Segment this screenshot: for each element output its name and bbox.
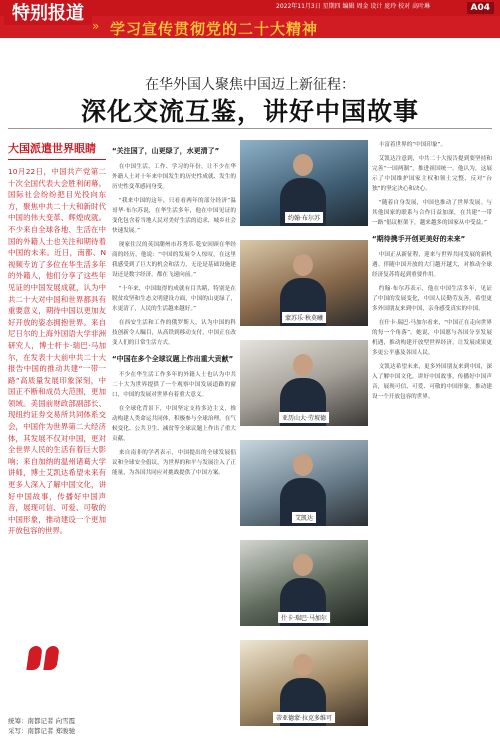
section-heading: “中国在多个全球议题上作出重大贡献” — [112, 355, 234, 363]
photo-caption: 亚历山大·劳坡德 — [279, 412, 329, 423]
paragraph: “十年来，中国取得的成就有目共睹，特别是在脱贫攻坚和生态文明建设方面，中国的山更绿了，水更清了，人民的生活越来越好。” — [112, 286, 236, 312]
paragraph: 文凯达希望未来，更多外国朋友来到中国，深入了解中国文化，讲好中国故事，传播好中国声音，展现可信、可爱、可敬的中国形象，推动建设一个开放包容的世界。 — [372, 364, 492, 400]
article-headline: 深化交流互鉴，讲好中国故事 — [80, 97, 419, 126]
portrait-photo — [240, 540, 368, 626]
paragraph: 在西安生活和工作的俄罗斯人，认为中国的科技创新令人瞩目，从高铁到移动支付，中国正在改变人们的日常生活方式。 — [112, 320, 236, 346]
topic-title: 学习宣传贯彻党的二十大精神 — [110, 20, 319, 38]
paragraph: 中国正从新征程，迎来与世界共同发展的新机遇。伴随中国开放的大门越开越大，对推动全球经济复苏将起到重要作用。 — [372, 252, 492, 278]
paragraph: 在什卡·瑞巴·马加尔看来，“中国正在走向世界的每一个角落”。她说，中国愿与各国分享发展机遇，推动构建开放型世界经济，让发展成果更多更公平惠及各国人民。 — [372, 320, 492, 356]
photo-caption: 蒂亚德蒙·拉克多维可 — [273, 712, 335, 723]
portrait-photo — [240, 240, 368, 326]
article-column-right — [372, 140, 492, 406]
paragraph: 在全球化背景下，中国坚定支持多边主义，推动构建人类命运共同体，积极参与全球治理，在气候变化、公共卫生、减贫等全球议题上作出了重大贡献。 — [112, 406, 236, 442]
quote-mark-icon — [28, 646, 68, 680]
photo-caption: 蒙苏乐·秋莫曦 — [282, 312, 326, 323]
issue-meta: 2022年11月3日 星期四 编辑 周金 设计 庞玲 校对 高叶琳 — [276, 3, 431, 10]
article-subtitle: 在华外国人聚焦中国迈上新征程： — [145, 77, 355, 93]
paragraph: 在中国生活、工作、学习的年份，让不少在华外籍人士对十年来中国发生的历史性成就、发生的历史性变革感同身受。 — [112, 164, 236, 190]
photo-caption: 艾凯达 — [292, 512, 316, 523]
credit-coordinator: 统筹：南都记者 向雪霞 — [8, 717, 76, 725]
section-heading: “期待携手开创更美好的未来” — [372, 235, 466, 243]
photo-caption: 什卡·瑞巴·马加尔 — [278, 612, 330, 623]
credits — [8, 716, 75, 736]
page-number: A04 — [467, 2, 495, 14]
divider — [8, 128, 492, 129]
intro-sidebar — [8, 140, 106, 700]
chevron-right-icon: » — [92, 19, 100, 33]
paragraph: 约翰·布尔苏表示，他在中国生活多年，见证了中国的发展变化，中国人民勤劳友善，希望更多外国朋友来到中国，亲身感受真实的中国。 — [372, 286, 492, 312]
section-brand: 特别报道 — [4, 3, 92, 25]
portrait-photo — [240, 140, 368, 226]
column-logo: 大国派遣世界眼睛 — [8, 140, 106, 160]
portrait-photo — [240, 640, 368, 726]
section-heading: “关注国了，山更绿了，水更清了” — [112, 147, 220, 155]
portrait-photo — [240, 340, 368, 426]
paragraph: “随着自身发展，中国也推动了世界发展。与其他国家的联系与合作日益加深，在共建“一带一路”倡议框架下，越来越多的国家从中受益。” — [372, 200, 492, 226]
paragraph: “我来中国的这年，只看看两年的部分经济”温哥华·布尔苏说，在华生活多年，他在中国见证的变化包含着当地人民对美好生活的追求，城乡社会快速发展。” — [112, 198, 236, 234]
credit-writer: 采写：南都记者 郑骏驰 — [8, 727, 76, 735]
paragraph: 艾凯达注意到，中共二十大报告提到要坚持和完善“一国两制”，推进祖国统一。他认为，这展示了中国维护国家主权和领土完整、反对“台独”的坚定决心和决心。 — [372, 156, 492, 192]
photo-column — [240, 140, 368, 745]
paragraph: 不少在华生活工作多年的外籍人士也认为中共二十大为世界提供了一个观察中国发展道路的窗口，中国的发展对世界有着重大意义。 — [112, 372, 236, 398]
article-column-left — [112, 140, 236, 482]
intro-text: 10月22日，中国共产党第二十次全国代表大会胜利闭幕。国际社会纷纷把目光投向东方，聚焦中共二十大和新时代中国的伟大变革、辉煌成就。不少来自全球各地、生活在中国的外籍人士也关注和期待着中国的未来。近日，南都、N视频专访了多位在华生活多年的外籍人，他们分享了这些年见证的中国发展成就，认为中共二十大对中国和世界都具有重要意义，期待中国以更加友好开放的姿态拥抱世界。来自尼日尔的上海外国语大学非洲研究人，博士杆卡·瑞巴·马加尔，在发表十大前中共二十大报告中国的推动共建“一带一路”高质量发展印象深刻，中国正不断和成员大范围，更加领域。美国前财政部副部长、现纽约证券交易所共同体系交会，中国作为世界第二大经济体，其发展不仅对中国，更对全世界人民的生活有着巨大影响；来自加纳的温州诸葛大学讲师，博士艾凯达希望未来有更多人深入了解中国文化，讲好中国故事，传播好中国声音，展现可信、可爱、可敬的中国形象，推动建设一个更加开放包容的世界。 — [8, 167, 106, 536]
paragraph: 现家住汉的英国潮州市苏秀乐·乾安回顾在华经商的经历，他说：“中国的发展令人惊叹，在这里我感受到了巨大的机会和活力，无论是基础设施建设还是数字经济，都在飞速向前。” — [112, 242, 236, 278]
paragraph: 来自南非的学者表示，中国提出的全球发展倡议和全球安全倡议，为世界的和平与发展注入了正能量，为各国共同应对挑战提供了中国方案。 — [112, 450, 236, 476]
portrait-photo — [240, 440, 368, 526]
paragraph: 丰富着世界的“中国印象”。 — [378, 142, 447, 148]
photo-caption: 约翰·布尔苏 — [285, 212, 323, 223]
